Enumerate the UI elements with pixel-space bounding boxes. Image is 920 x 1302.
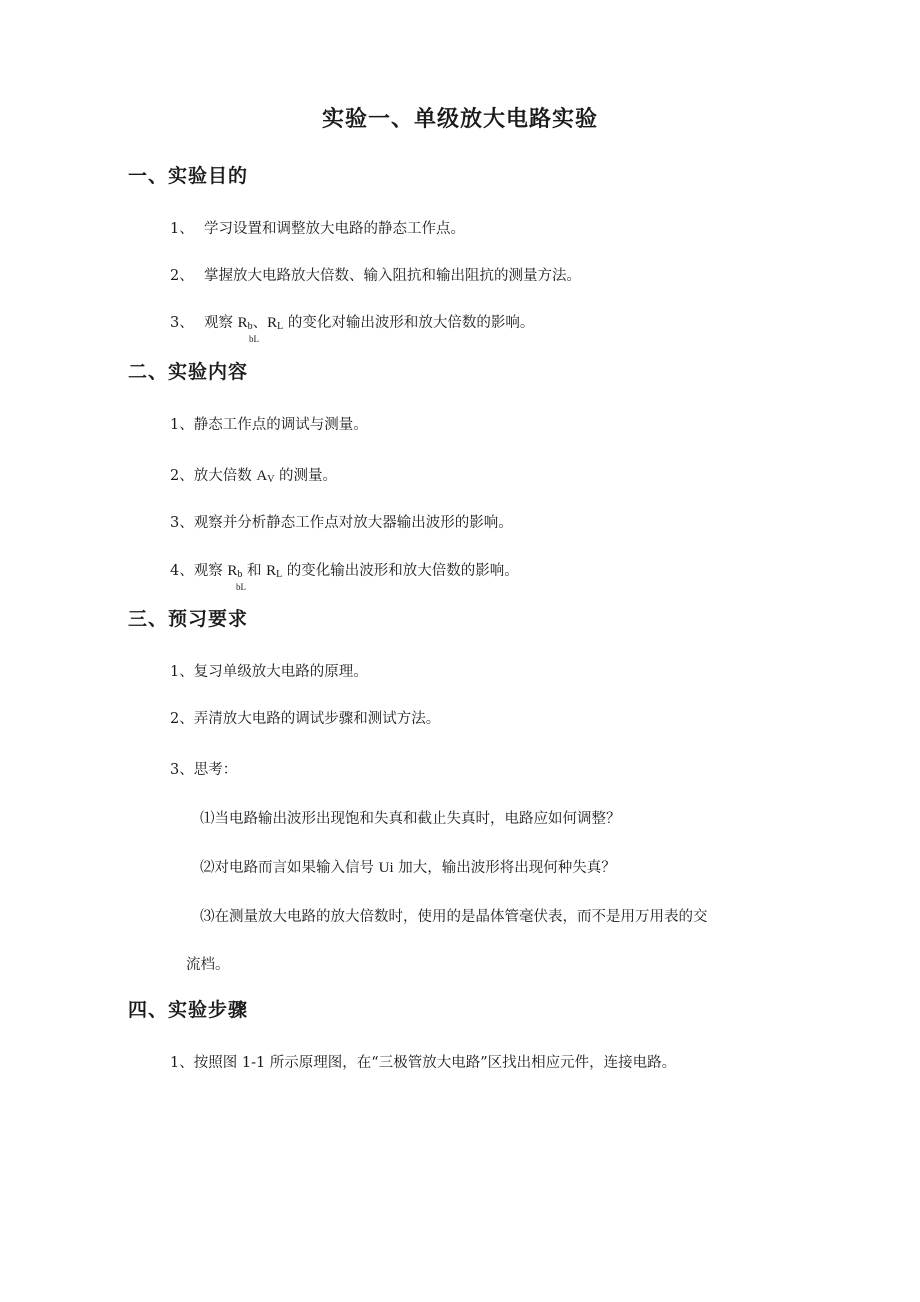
item-text-suffix: 的变化输出波形和放大倍数的影响。 <box>282 563 519 579</box>
question-text-suffix: 加大，输出波形将出现何种失真？ <box>393 860 616 876</box>
list-item <box>170 759 237 781</box>
subscript-artifact: bL <box>249 334 259 344</box>
resistor-subscript: L <box>276 569 283 580</box>
resistor-symbol: R <box>237 315 248 331</box>
question-number: ⑶ <box>200 909 215 925</box>
question-text: 在测量放大电路的放大倍数时，使用的是晶体管毫伏表，而不是用万用表的交 <box>214 909 708 925</box>
item-number: 3、 <box>170 315 194 331</box>
item-number: 2、 <box>170 268 194 284</box>
signal-symbol: Ui <box>378 860 394 876</box>
item-text: 静态工作点的调试与测量。 <box>193 417 368 433</box>
item-number: 1、 <box>170 664 194 680</box>
section-heading-preview: 三、预习要求 <box>128 608 249 630</box>
list-item <box>170 1052 676 1074</box>
page-title: 实验一、单级放大电路实验 <box>321 107 598 132</box>
resistor-symbol: R <box>266 563 277 579</box>
item-text-suffix: 的变化对输出波形和放大倍数的影响。 <box>283 315 535 331</box>
item-number: 2、 <box>170 711 194 727</box>
list-item <box>170 218 465 240</box>
resistor-subscript: b <box>247 321 253 332</box>
question-text-prefix: 对电路而言如果输入信号 <box>214 860 379 876</box>
item-number: 4、 <box>170 563 194 579</box>
gain-symbol: A <box>256 468 268 484</box>
list-item <box>170 661 368 683</box>
item-text: 按照图 1-1 所示原理图，在“三极管放大电路”区找出相应元件，连接电路。 <box>193 1055 677 1071</box>
item-text-separator: 、 <box>252 315 268 331</box>
item-text: 弄清放大电路的调试步骤和测试方法。 <box>193 711 441 727</box>
resistor-subscript: b <box>237 569 243 580</box>
item-text: 学习设置和调整放大电路的静态工作点。 <box>204 221 465 237</box>
section-heading-steps: 四、实验步骤 <box>128 999 249 1021</box>
item-number: 3、 <box>170 515 194 531</box>
question-item <box>200 808 621 830</box>
item-number: 2、 <box>170 468 194 484</box>
list-item <box>170 560 519 586</box>
question-text: 当电路输出波形出现饱和失真和截止失真时，电路应如何调整？ <box>214 811 621 827</box>
question-item <box>200 857 616 879</box>
subscript-artifact: bL <box>236 582 246 592</box>
question-item <box>200 906 708 928</box>
resistor-symbol: R <box>227 563 238 579</box>
item-text: 观察并分析静态工作点对放大器输出波形的影响。 <box>193 515 513 531</box>
item-number: 1、 <box>170 417 194 433</box>
list-item <box>170 414 368 436</box>
question-number: ⑵ <box>200 860 215 876</box>
list-item <box>170 708 440 730</box>
item-text: 复习单级放大电路的原理。 <box>193 664 368 680</box>
item-text: 思考： <box>193 762 238 778</box>
item-text: 掌握放大电路放大倍数、输入阻抗和输出阻抗的测量方法。 <box>204 268 581 284</box>
item-text-suffix: 的测量。 <box>274 468 338 484</box>
resistor-symbol: R <box>267 315 278 331</box>
question-number: ⑴ <box>200 811 215 827</box>
item-text-separator: 和 <box>242 563 267 579</box>
resistor-subscript: L <box>277 321 284 332</box>
item-text-prefix: 放大倍数 <box>193 468 257 484</box>
list-item <box>170 265 581 287</box>
list-item <box>170 465 337 491</box>
section-heading-content: 二、实验内容 <box>128 361 249 383</box>
item-text-prefix: 观察 <box>204 315 238 331</box>
item-number: 1、 <box>170 1055 194 1071</box>
question-continuation: 流档。 <box>186 957 230 973</box>
gain-subscript: V <box>267 474 275 485</box>
section-heading-objectives: 一、实验目的 <box>128 165 249 187</box>
item-text-prefix: 观察 <box>193 563 228 579</box>
list-item <box>170 512 513 534</box>
item-number: 1、 <box>170 221 194 237</box>
list-item <box>170 312 534 338</box>
item-number: 3、 <box>170 762 194 778</box>
